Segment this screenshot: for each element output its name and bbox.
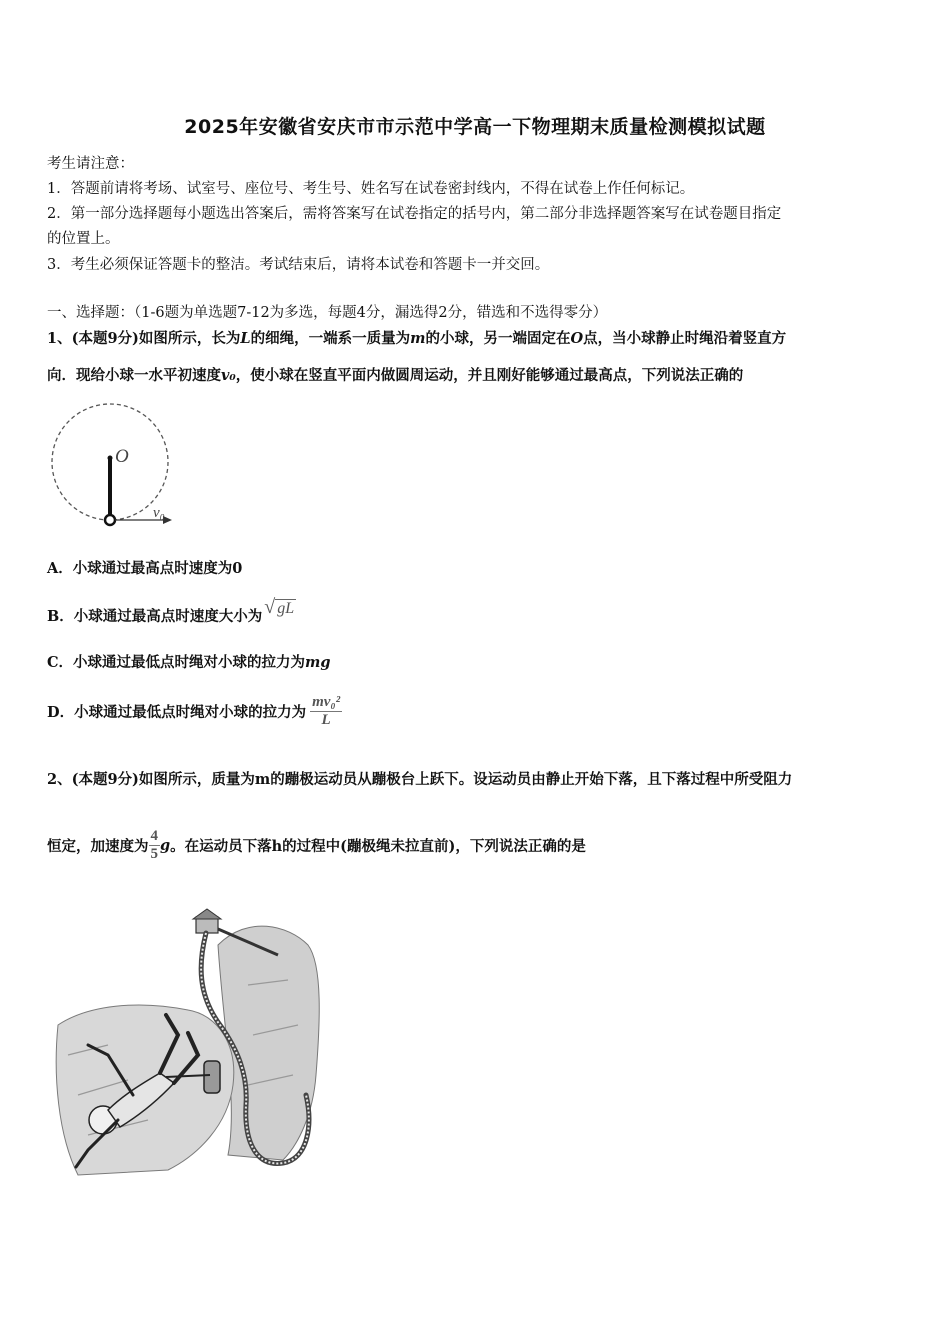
q1-option-a: A．小球通过最高点时速度为0 — [47, 560, 243, 577]
point-label-o: O — [115, 446, 129, 467]
cord-clip — [204, 1061, 220, 1093]
q1-circle-figure — [45, 400, 185, 535]
q2-line2: 恒定，加速度为 $\frac{4}{5}$ g。在运动员下落h的过程中(蹦极绳未拉直前)，下列说法正确的是 — [47, 828, 586, 862]
notice-item: 2．第一部分选择题每小题选出答案后，需将答案写在试卷指定的括号内，第二部分非选择题答案写在试卷题目指定 — [47, 206, 782, 222]
q2-bungee-figure — [48, 905, 328, 1180]
page-title: 2025年安徽省安庆市市示范中学高一下物理期末质量检测模拟试题 — [184, 116, 766, 138]
q1-option-b: B．小球通过最高点时速度大小为 √ gL — [47, 596, 295, 625]
q1-option-d: D．小球通过最低点时绳对小球的拉力为 $\frac{\text{mv₀²}}{L}$ — [47, 694, 341, 728]
notice-heading: 考生请注意： — [47, 156, 134, 172]
ball — [105, 515, 115, 525]
platform-roof — [193, 909, 221, 919]
notice-item: 的位置上。 — [47, 231, 120, 247]
notice-item: 1．答题前请将考场、试室号、座位号、考生号、姓名写在试卷密封线内，不得在试卷上作任何标记。 — [47, 181, 695, 197]
velocity-label: v₀ — [153, 505, 165, 521]
section-heading: 一、选择题：（1-6题为单选题7-12为多选，每题4分，漏选得2分，错选和不选得零分） — [47, 305, 608, 321]
q1-option-c: C．小球通过最低点时绳对小球的拉力为mg — [47, 654, 331, 671]
q2-line1: 2、(本题9分)如图所示，质量为m的蹦极运动员从蹦极台上跃下。设运动员由静止开始下落，且下落过程中所受阻力 — [47, 771, 793, 788]
q1-line2: 向．现给小球一水平初速度v₀，使小球在竖直平面内做圆周运动，并且刚好能够通过最高点，下列说法正确的 — [47, 367, 744, 384]
pivot-point — [108, 456, 113, 461]
notice-item: 3．考生必须保证答题卡的整洁。考试结束后，请将本试卷和答题卡一并交回。 — [47, 257, 550, 273]
q1-line1: 1、(本题9分)如图所示，长为L的细绳，一端系一质量为m的小球，另一端固定在O点，当小球静止时绳沿着竖直方 — [47, 330, 787, 347]
